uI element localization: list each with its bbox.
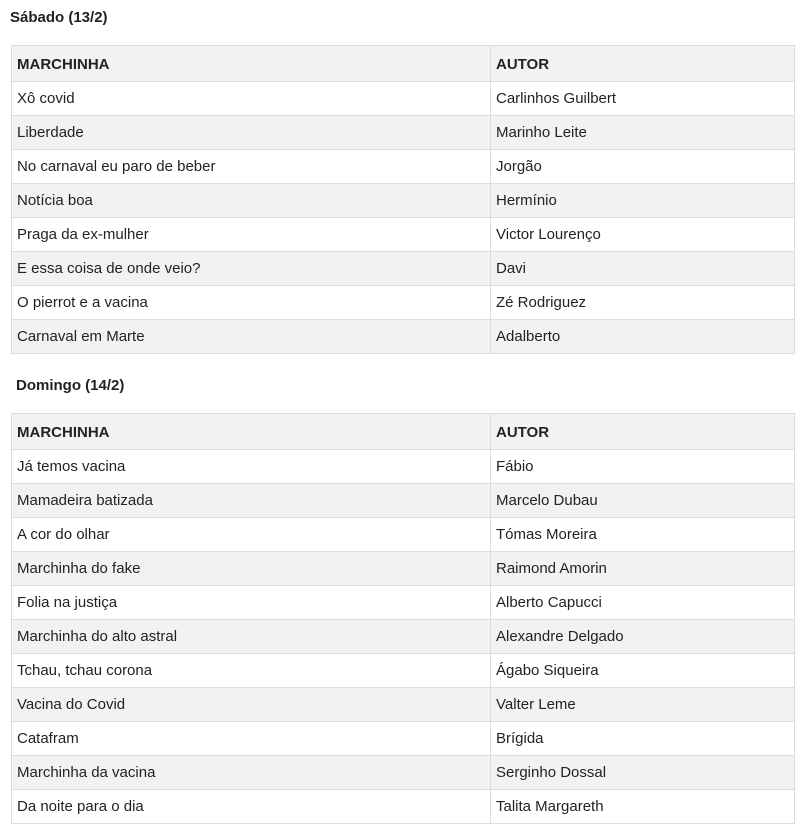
column-header-marchinha: MARCHINHA <box>12 414 491 450</box>
table-row <box>12 450 795 484</box>
song-title-cell: Praga da ex-mulher <box>12 218 491 252</box>
song-title-cell: E essa coisa de onde veio? <box>12 252 491 286</box>
table-row <box>12 150 795 184</box>
author-cell: Valter Leme <box>491 688 795 722</box>
song-title-cell: Marchinha da vacina <box>12 756 491 790</box>
song-title-cell: Vacina do Covid <box>12 688 491 722</box>
song-title-cell: Já temos vacina <box>12 450 491 484</box>
author-cell: Carlinhos Guilbert <box>491 82 795 116</box>
section-title-sunday: Domingo (14/2) <box>16 377 125 394</box>
sunday-table <box>11 413 795 824</box>
table-row <box>12 484 795 518</box>
table-row <box>12 790 795 824</box>
song-title-cell: O pierrot e a vacina <box>12 286 491 320</box>
song-title-cell: Mamadeira batizada <box>12 484 491 518</box>
table-row <box>12 654 795 688</box>
section-title-saturday: Sábado (13/2) <box>10 9 108 26</box>
table-row <box>12 286 795 320</box>
song-title-cell: Marchinha do alto astral <box>12 620 491 654</box>
author-cell: Alberto Capucci <box>491 586 795 620</box>
saturday-table <box>11 45 795 354</box>
column-header-autor: AUTOR <box>491 46 795 82</box>
song-title-cell: Marchinha do fake <box>12 552 491 586</box>
song-title-cell: Liberdade <box>12 116 491 150</box>
author-cell: Zé Rodriguez <box>491 286 795 320</box>
table-row <box>12 756 795 790</box>
table-row <box>12 722 795 756</box>
table-row <box>12 518 795 552</box>
song-title-cell: Catafram <box>12 722 491 756</box>
song-title-cell: Notícia boa <box>12 184 491 218</box>
table-row <box>12 620 795 654</box>
author-cell: Davi <box>491 252 795 286</box>
author-cell: Alexandre Delgado <box>491 620 795 654</box>
table-header-row <box>12 414 795 450</box>
song-title-cell: Da noite para o dia <box>12 790 491 824</box>
column-header-autor: AUTOR <box>491 414 795 450</box>
song-title-cell: A cor do olhar <box>12 518 491 552</box>
author-cell: Hermínio <box>491 184 795 218</box>
author-cell: Serginho Dossal <box>491 756 795 790</box>
table-row <box>12 552 795 586</box>
author-cell: Brígida <box>491 722 795 756</box>
author-cell: Jorgão <box>491 150 795 184</box>
author-cell: Tómas Moreira <box>491 518 795 552</box>
song-title-cell: Folia na justiça <box>12 586 491 620</box>
author-cell: Victor Lourenço <box>491 218 795 252</box>
table-row <box>12 116 795 150</box>
author-cell: Adalberto <box>491 320 795 354</box>
author-cell: Ágabo Siqueira <box>491 654 795 688</box>
table-row <box>12 320 795 354</box>
table-header-row <box>12 46 795 82</box>
song-title-cell: No carnaval eu paro de beber <box>12 150 491 184</box>
table-row <box>12 184 795 218</box>
table-row <box>12 252 795 286</box>
author-cell: Marcelo Dubau <box>491 484 795 518</box>
table-row <box>12 688 795 722</box>
song-title-cell: Xô covid <box>12 82 491 116</box>
column-header-marchinha: MARCHINHA <box>12 46 491 82</box>
song-title-cell: Tchau, tchau corona <box>12 654 491 688</box>
table-row <box>12 586 795 620</box>
author-cell: Marinho Leite <box>491 116 795 150</box>
author-cell: Talita Margareth <box>491 790 795 824</box>
table-row <box>12 218 795 252</box>
song-title-cell: Carnaval em Marte <box>12 320 491 354</box>
author-cell: Fábio <box>491 450 795 484</box>
author-cell: Raimond Amorin <box>491 552 795 586</box>
table-row <box>12 82 795 116</box>
